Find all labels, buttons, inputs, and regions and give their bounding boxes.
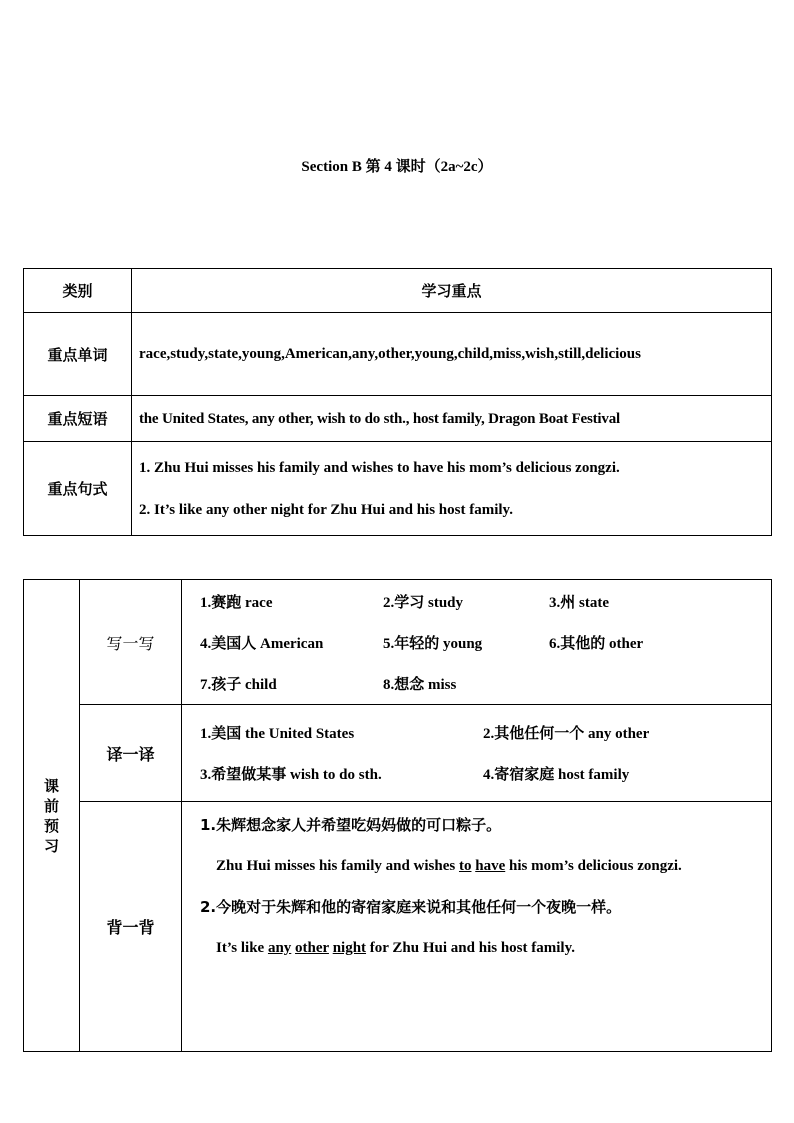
header-category: 类别 xyxy=(24,269,132,313)
preview-row-translate xyxy=(24,705,772,802)
write-content xyxy=(182,580,772,705)
translate-line-2 xyxy=(200,753,765,794)
recite-blank-to: to xyxy=(458,858,472,874)
focus-header-row xyxy=(24,269,772,313)
write-line-1 xyxy=(200,581,765,622)
recite-sentence-1-cn: 1.朱辉想念家人并希望吃妈妈做的可口粽子。 xyxy=(200,816,502,834)
recite-blank-night: night xyxy=(332,940,367,956)
recite-label: 背一背 xyxy=(80,802,182,1052)
recite-sentence-2-cn: 2.今晚对于朱辉和他的寄宿家庭来说和其他任何一个夜晚一样。 xyxy=(200,898,622,916)
category-phrases: 重点短语 xyxy=(24,396,132,442)
translate-item-3: 3.希望做某事 wish to do sth. xyxy=(200,767,382,783)
focus-row-sentences xyxy=(24,442,772,536)
focus-row-phrases xyxy=(24,396,772,442)
translate-item-1: 1.美国 the United States xyxy=(200,726,355,742)
translate-line-1 xyxy=(200,712,765,753)
recite-sentence-2-en: It’s like any other night for Zhu Hui and his host family. xyxy=(216,940,575,956)
recite-content xyxy=(182,802,772,1052)
write-item-7: 7.孩子 child xyxy=(200,676,277,693)
category-sentences: 重点句式 xyxy=(24,442,132,536)
recite-blank-have: have xyxy=(475,858,506,874)
focus-table xyxy=(23,268,772,536)
translate-label: 译一译 xyxy=(80,705,182,802)
recite-blank-other: other xyxy=(295,940,329,956)
header-focus: 学习重点 xyxy=(132,269,772,313)
write-line-3 xyxy=(200,663,765,704)
recite-blank-any: any xyxy=(267,940,292,956)
translate-item-2: 2.其他任何一个 any other xyxy=(483,726,650,742)
write-item-2: 2.学习 study xyxy=(383,594,464,611)
write-item-8: 8.想念 miss xyxy=(383,676,457,693)
write-line-2 xyxy=(200,622,765,663)
preview-row-write xyxy=(24,580,772,705)
write-item-3: 3.州 state xyxy=(549,594,609,611)
category-words: 重点单词 xyxy=(24,313,132,396)
write-item-1: 1.赛跑 race xyxy=(200,594,273,611)
preview-row-recite xyxy=(24,802,772,1052)
key-phrases: the United States, any other, wish to do sth., host family, Dragon Boat Festival xyxy=(132,396,772,442)
write-item-4: 4.美国人 American xyxy=(200,635,324,652)
translate-content xyxy=(182,705,772,802)
key-sentence-1: 1. Zhu Hui misses his family and wishes to have his mom’s delicious zongzi. xyxy=(139,459,620,476)
write-item-6: 6.其他的 other xyxy=(549,635,644,652)
page-title: Section B 第 4 课时（2a~2c） xyxy=(301,159,493,175)
preview-section-label: 课 前 预 习 xyxy=(24,580,80,1052)
recite-sentence-1-en: Zhu Hui misses his family and wishes to have his mom’s delicious zongzi. xyxy=(216,858,682,874)
focus-row-words xyxy=(24,313,772,396)
translate-item-4: 4.寄宿家庭 host family xyxy=(483,767,630,783)
preview-table xyxy=(23,579,772,1052)
write-item-5: 5.年轻的 young xyxy=(383,635,483,652)
key-sentence-2: 2. It’s like any other night for Zhu Hui and his host family. xyxy=(139,501,513,518)
key-sentences xyxy=(132,442,772,536)
key-words: race,study,state,young,American,any,other,young,child,miss,wish,still,delicious xyxy=(132,313,772,396)
write-label: 写一写 xyxy=(80,580,182,705)
